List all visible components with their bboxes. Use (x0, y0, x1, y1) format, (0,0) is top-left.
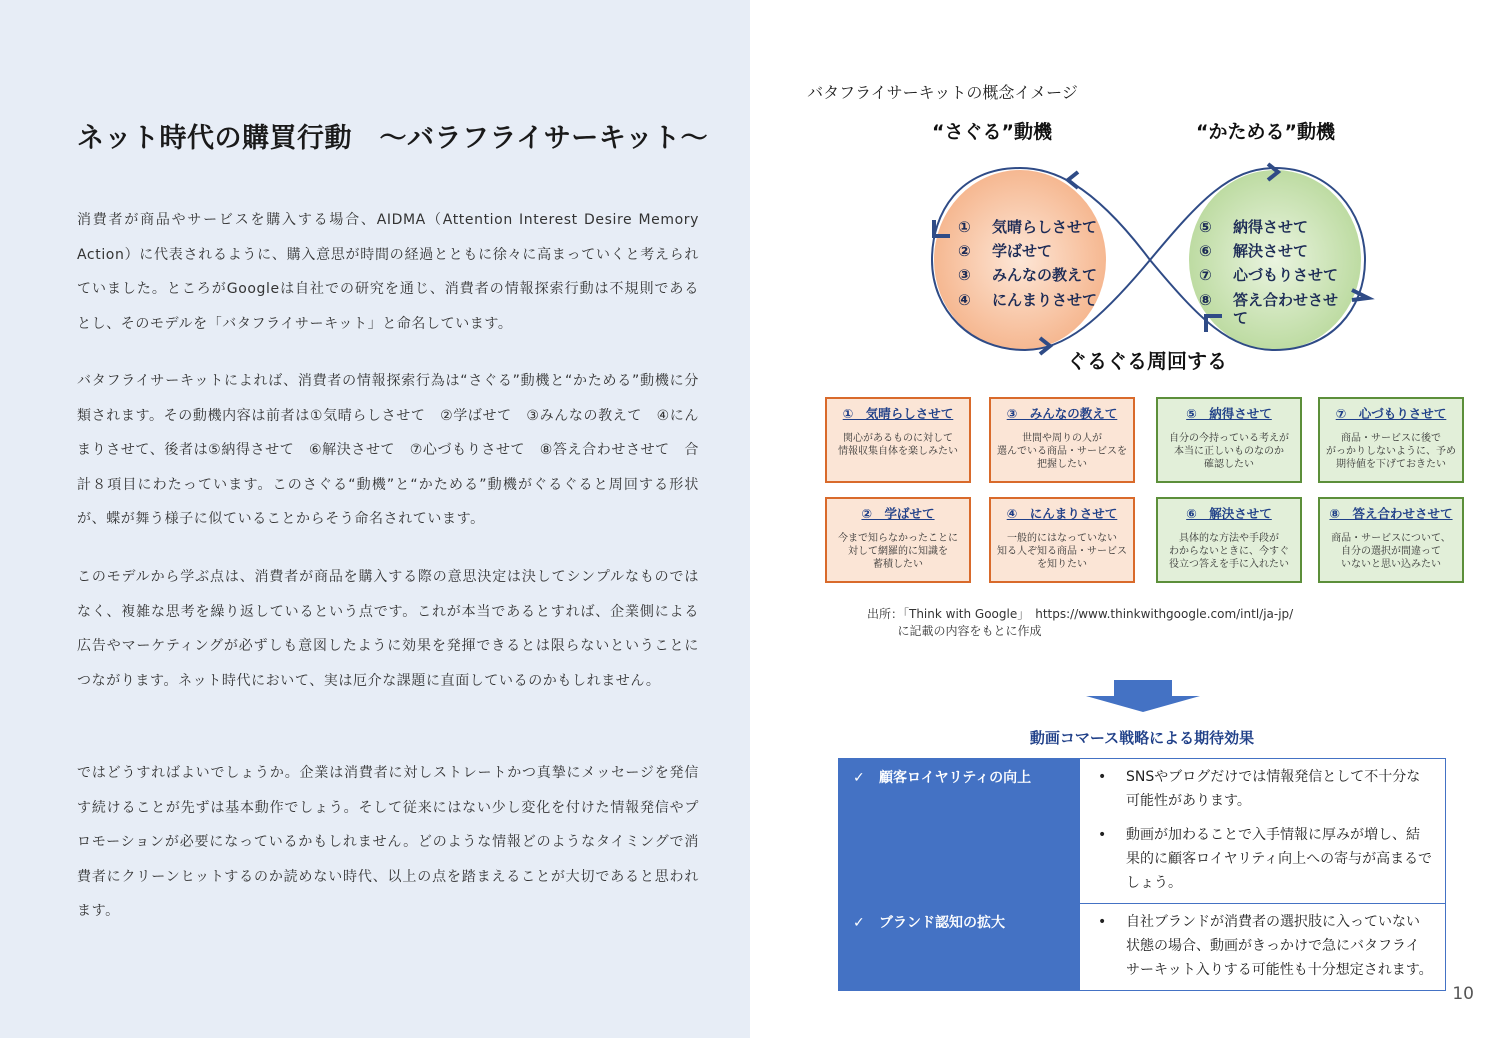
box-title: ② 学ばせて (861, 506, 935, 521)
item-label: 学ばせて (992, 242, 1053, 260)
table-row (839, 904, 1446, 991)
diagram-title-wrap (0, 80, 1500, 103)
paragraph-4: ではどうすればよいでしょうか。企業は消費者に対しストレートかつ真摯にメッセージを発信す続けることが先ずは基本動作でしょう。そして従来にはない少し変化を付けた情報発信やプロモーションが必要になっているかもしれません。どのような情報どのようなタイミングで消費者にクリーンヒットするのか読めない時代、以上の点を踏まえることが大切であると思われます。 (77, 765, 699, 919)
list-item (1092, 910, 1433, 982)
motive-box-6 (1156, 497, 1302, 583)
item-number: ④ (958, 291, 971, 309)
paragraph-3: このモデルから学ぶ点は、消費者が商品を購入する際の意思決定は決してシンプルなものではなく、複雑な思考を繰り返しているという点です。これが本当であるとすれば、企業側による広告やマーケティングが必ずしも意図したように効果を発揮できるとは限らないということにつながります。ネット時代において、実は厄介な課題に直面しているのかもしれません。 (77, 569, 699, 689)
bullet-text: 自社ブランドが消費者の選択肢に入っていない状態の場合、動画がきっかけで急にバタフライサーキット入りする可能性も十分想定されます。 (1126, 914, 1433, 978)
bullet-icon: • (1098, 769, 1107, 785)
box-description: 世間や周りの人が 選んでいる商品・サービスを 把握したい (997, 433, 1127, 470)
paragraph-1: 消費者が商品やサービスを購入する場合、AIDMA（Attention Interest Desire Memory Action）に代表されるように、購入意思が時間の経過とともに徐々に高まっていくと考えられていました。ところがGoogleは自社での研究を通じ、消費者の情報探索行動は不規則であるとし、そのモデルを「バタフライサーキット」と命名しています。 (77, 212, 699, 332)
left-item-2 (958, 240, 1052, 261)
right-item-7 (1199, 264, 1338, 285)
item-label: 解決させて (1233, 242, 1309, 260)
item-label: 答え合わせさせ (1233, 291, 1339, 309)
left-item-1 (958, 216, 1097, 237)
box-title: ⑥ 解決させて (1186, 506, 1272, 521)
item-label: 心づもりさせて (1233, 266, 1339, 284)
motive-box-5 (1156, 397, 1302, 483)
box-title: ⑦ 心づもりさせて (1335, 406, 1447, 421)
effect-head-brand (839, 904, 1081, 991)
table-row (839, 759, 1446, 904)
motive-box-2 (825, 497, 971, 583)
item-label: 納得させて (1233, 218, 1309, 236)
effect-body-loyalty (1080, 759, 1446, 904)
item-number: ② (958, 242, 971, 260)
motive-box-8 (1318, 497, 1464, 583)
arrow-icon (1068, 172, 1078, 188)
bullet-text: 動画が加わることで入手情報に厚みが増し、結果的に顧客ロイヤリティ向上への寄与が高まるでしょう。 (1126, 827, 1433, 891)
box-description: 今まで知らなかったことに 対して網羅的に知識を 蓄積したい (838, 533, 958, 570)
item-number: ⑤ (1199, 218, 1212, 236)
box-title: ④ にんまりさせて (1006, 506, 1118, 521)
box-description: 具体的な方法や手段が わからないときに、今すぐ 役立つ答えを手に入れたい (1169, 533, 1289, 570)
item-label: にんまりさせて (992, 291, 1098, 309)
bullet-icon: • (1098, 914, 1107, 930)
motive-box-1 (825, 397, 971, 483)
box-title: ③ みんなの教えて (1006, 406, 1118, 421)
box-description: 一般的にはなっていない 知る人ぞ知る商品・サービス を知りたい (997, 533, 1127, 570)
motive-box-4 (989, 497, 1135, 583)
right-item-8-wrap: て (1233, 309, 1249, 327)
check-icon: ✓ (853, 915, 865, 931)
right-item-5 (1199, 216, 1308, 237)
item-number: ⑥ (1199, 242, 1212, 260)
paragraph-2: バタフライサーキットによれば、消費者の情報探索行為は“さぐる”動機と“かためる”動機に分類されます。その動機内容は前者は①気晴らしさせて ②学ばせて ③みんなの教えて ④にんまりさせて、後者は⑤納得させて ⑥解決させて ⑦心づもりさせて ⑧答え合わせさせて 合計８項目にわたっています。このさぐる“動機”と“かためる”動機がぐるぐると周回する形状が、蝶が舞う様子に似ていることからそう命名されています。 (77, 373, 699, 527)
page-title: ネット時代の購買行動 ～バラフライサーキット～ (77, 123, 709, 154)
bullet-icon: • (1098, 827, 1107, 843)
box-title: ① 気晴らしさせて (842, 406, 954, 421)
effect-body-brand (1080, 904, 1446, 991)
item-label: 気晴らしさせて (992, 218, 1098, 236)
down-arrow-icon (1086, 680, 1200, 712)
left-item-3 (958, 264, 1097, 285)
item-number: ⑦ (1199, 266, 1212, 284)
page-number: 10 (1452, 984, 1474, 1004)
source-citation (867, 606, 1293, 640)
motive-box-7 (1318, 397, 1464, 483)
effect-head-label: ブランド認知の拡大 (879, 915, 1005, 931)
box-description: 商品・サービスについて、 自分の選択が間違って いないと思い込みたい (1331, 533, 1451, 570)
right-item-6 (1199, 240, 1308, 261)
circuit-label: ぐるぐる周回する (1067, 349, 1227, 373)
item-label: みんなの教えて (992, 266, 1098, 284)
box-title: ⑤ 納得させて (1186, 406, 1272, 421)
check-icon: ✓ (853, 770, 865, 786)
effects-table (838, 758, 1446, 991)
diagram-title: バタフライサーキットの概念イメージ (807, 83, 1078, 102)
list-item (1092, 765, 1433, 813)
box-title: ⑧ 答え合わせさせて (1329, 506, 1453, 521)
source-line-2: に記載の内容をもとに作成 (897, 624, 1042, 638)
left-motive-label: “さぐる”動機 (932, 121, 1052, 143)
bullet-text: SNSやブログだけでは情報発信として不十分な可能性があります。 (1126, 769, 1421, 809)
item-number: ③ (958, 266, 971, 284)
effect-head-loyalty (839, 759, 1081, 904)
source-line-1: 出所：「Think with Google」 https://www.thinkwithgoogle.com/intl/ja-jp/ (867, 607, 1294, 621)
effects-title: 動画コマース戦略による期待効果 (1029, 729, 1255, 747)
box-description: 自分の今持っている考えが 本当に正しいものなのか 確認したい (1169, 433, 1289, 470)
right-item-8 (1199, 289, 1338, 310)
item-number: ⑧ (1199, 291, 1212, 309)
right-motive-label: “かためる”動機 (1196, 121, 1335, 143)
box-description: 関心があるものに対して 情報収集自体を楽しみたい (838, 433, 958, 457)
box-description: 商品・サービスに後で がっかりしないように、予め 期待値を下げておきたい (1326, 433, 1456, 470)
motive-box-3 (989, 397, 1135, 483)
item-number: ① (958, 218, 971, 236)
left-item-4 (958, 289, 1097, 310)
effect-head-label: 顧客ロイヤリティの向上 (879, 770, 1032, 786)
list-item (1092, 823, 1433, 895)
